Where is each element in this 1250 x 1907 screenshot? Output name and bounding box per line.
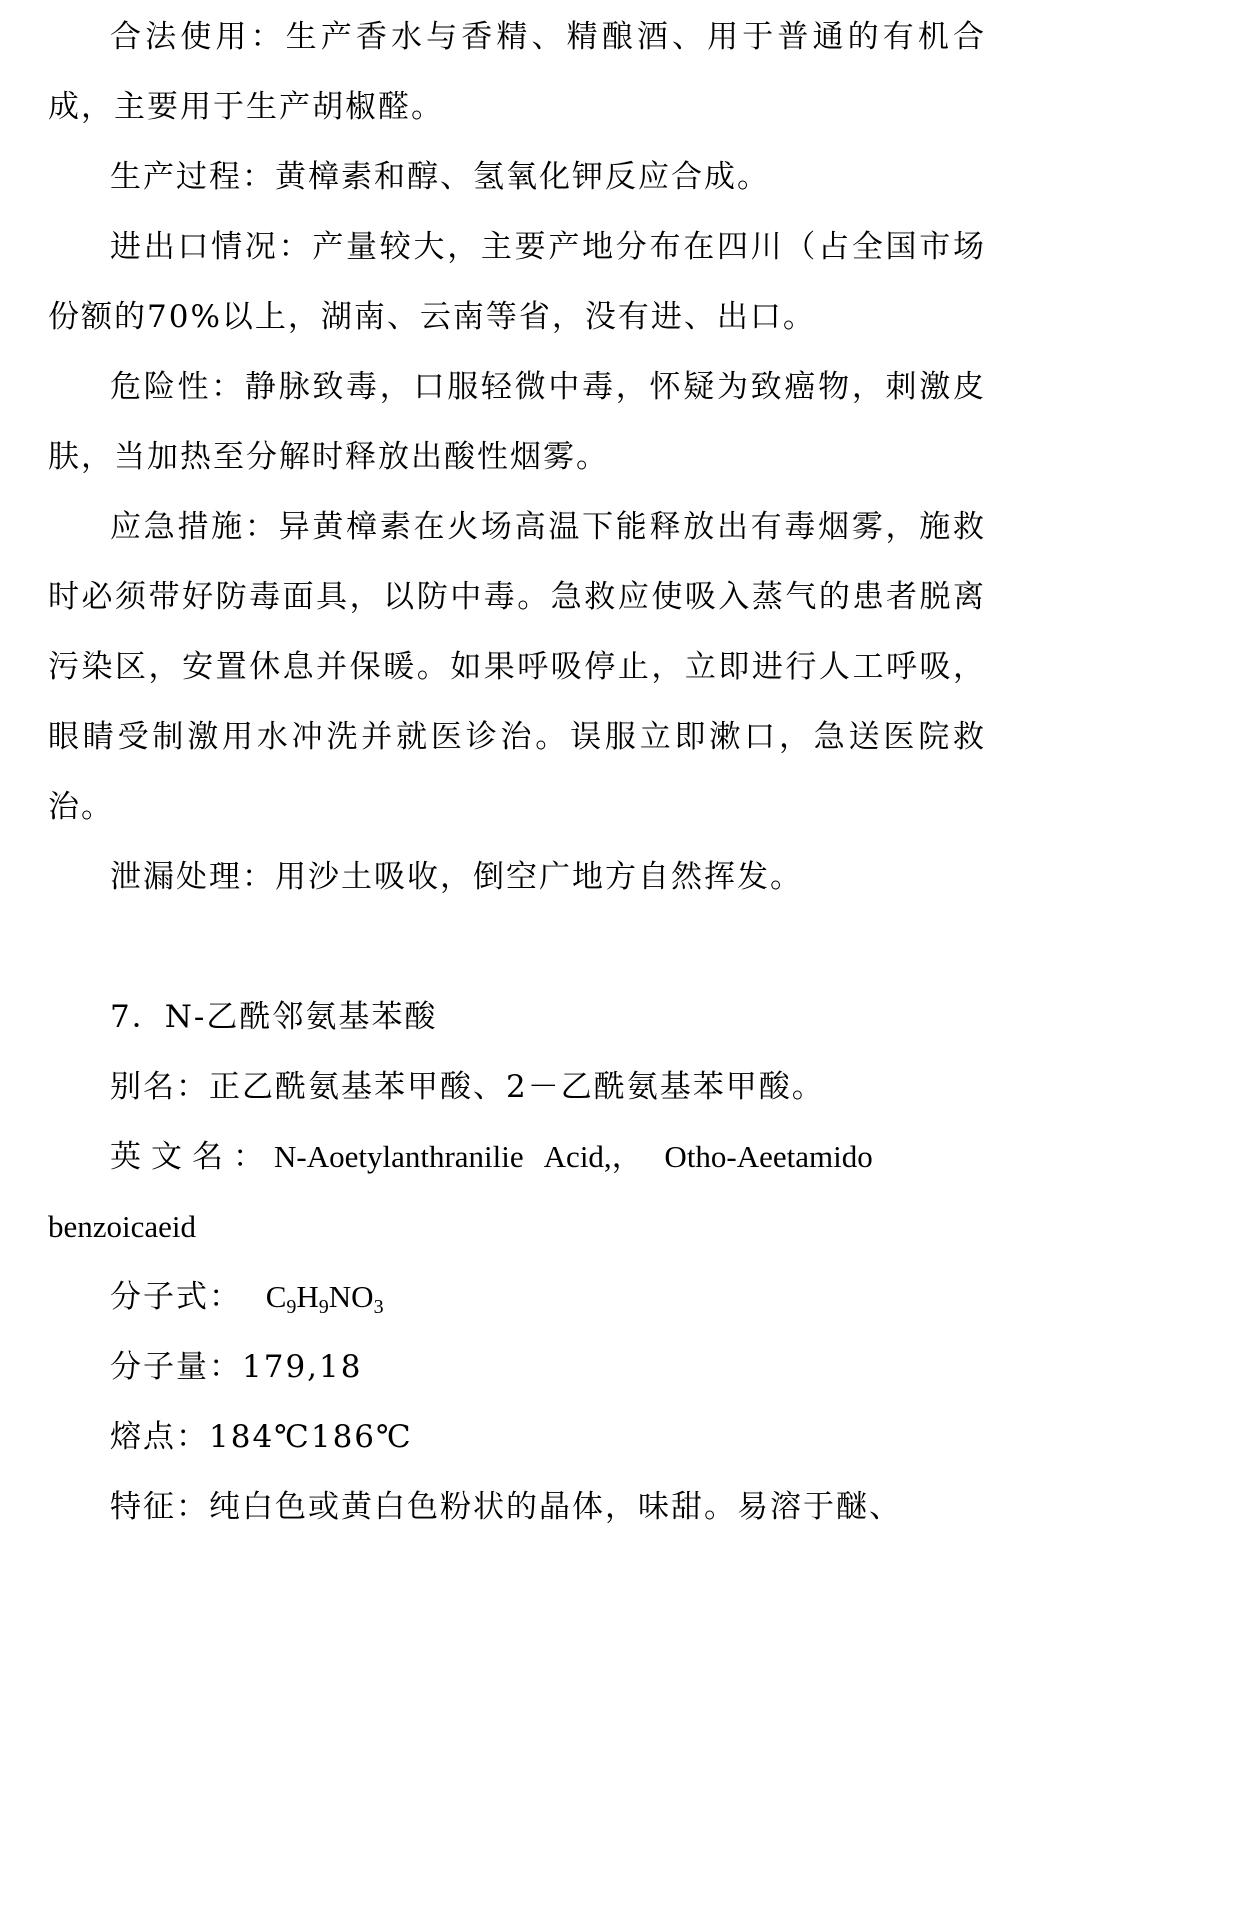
alias-line: 别名：正乙酰氨基苯甲酸、2－乙酰氨基苯甲酸。 — [110, 1069, 825, 1105]
melting-point-line: 熔点：184℃186℃ — [110, 1419, 413, 1455]
paragraph-legal-use: 合法使用：生产香水与香精、精酿酒、用于普通的有机合成，主要用于生产胡椒醛。 — [48, 19, 986, 125]
formula-line — [48, 1262, 986, 1332]
paragraph-leak-handling: 泄漏处理：用沙土吸收，倒空广地方自然挥发。 — [110, 859, 803, 895]
english-name-value: N-Aoetylanthranilie Acid,， Otho-Aeetamido benzoicaeid — [48, 1139, 873, 1244]
english-name-label: 英文名： — [110, 1139, 274, 1175]
molecular-weight-line: 分子量：179,18 — [110, 1349, 363, 1385]
paragraph-emergency: 应急措施：异黄樟素在火场高温下能释放出有毒烟雾，施救时必须带好防毒面具，以防中毒。急救应使吸入蒸气的患者脱离污染区，安置休息并保暖。如果呼吸停止，立即进行人工呼吸，眼睛受制激用水冲洗并就医诊治。误服立即漱口，急送医院救治。 — [48, 509, 986, 825]
paragraph-production: 生产过程：黄樟素和醇、氢氧化钾反应合成。 — [110, 159, 770, 195]
paragraph-hazard: 危险性：静脉致毒，口服轻微中毒，怀疑为致癌物，刺激皮肤，当加热至分解时释放出酸性烟雾。 — [48, 369, 986, 475]
formula-label: 分子式： — [110, 1279, 242, 1315]
document-page — [48, 0, 986, 1542]
formula-value: $C_9H_9NO_3$ — [265, 1279, 384, 1318]
english-name-line — [48, 1122, 986, 1262]
section-spacer — [48, 912, 986, 982]
feature-line: 特征：纯白色或黄白色粉状的晶体，味甜。易溶于醚、 — [110, 1489, 902, 1525]
section-heading: 7．N-乙酰邻氨基苯酸 — [110, 999, 438, 1035]
paragraph-import-export: 进出口情况：产量较大，主要产地分布在四川（占全国市场份额的70%以上，湖南、云南等省，没有进、出口。 — [48, 229, 986, 335]
